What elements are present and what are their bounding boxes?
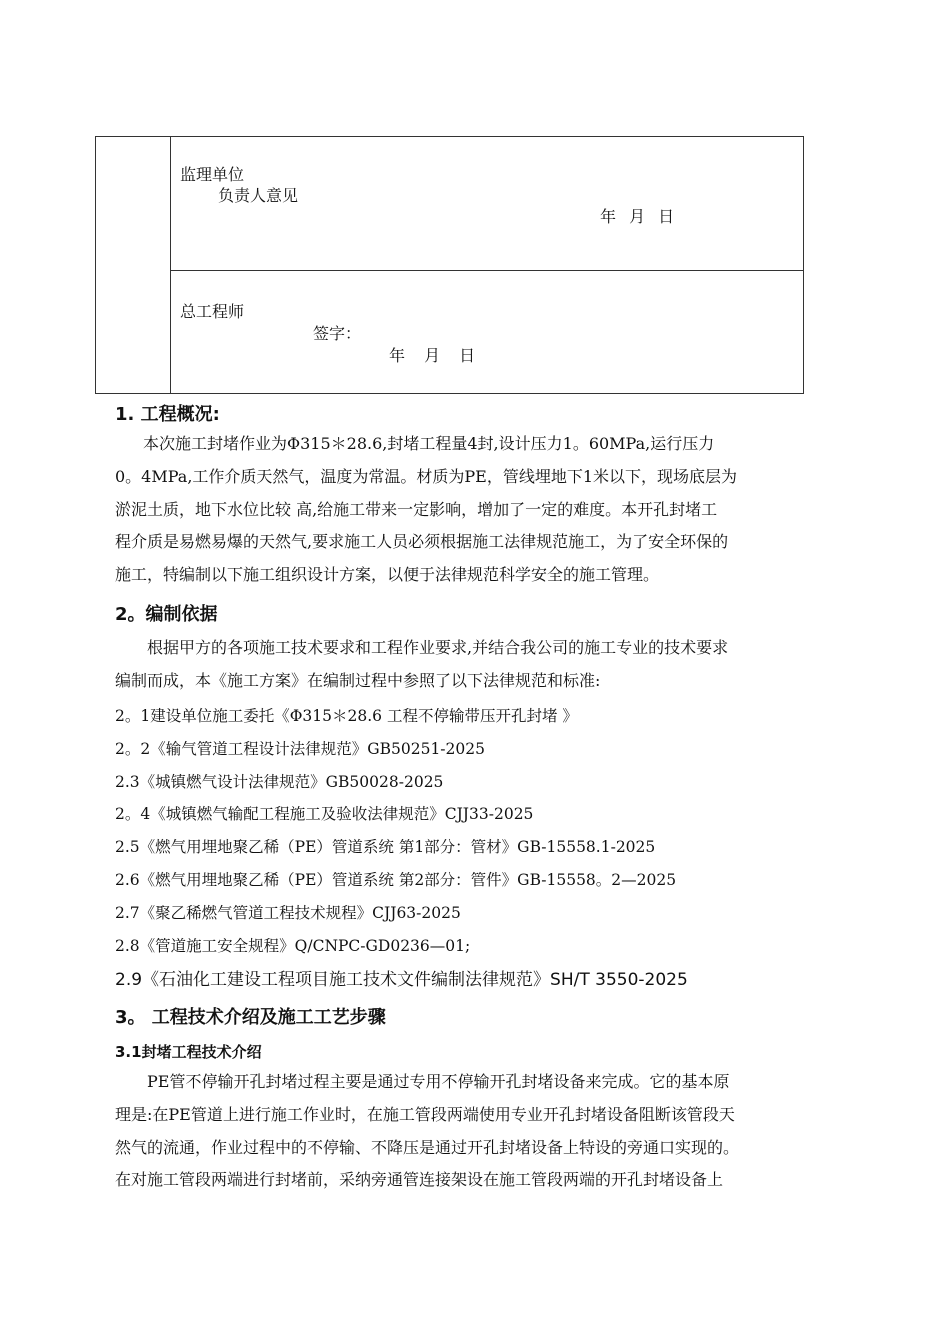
signature-label: 签字： [313,324,362,343]
reference-item: 2.6《燃气用埋地聚乙稀（PE）管道系统 第2部分：管件》GB-15558。2—2025 [115,871,677,889]
reference-item: 2.8《管道施工安全规程》Q/CNPC-GD0236—01; [115,937,471,955]
section-1-line: 淤泥土质，地下水位比较 高,给施工带来一定影响，增加了一定的难度。本开孔封堵工 [115,499,718,519]
reference-item: 2.9《石油化工建设工程项目施工技术文件编制法律规范》SH/T 3550-2025 [115,970,688,990]
section-1-line: 本次施工封堵作业为Φ315＊28.6,封堵工程量4封,设计压力1。60MPa,运行压力 [143,434,715,453]
section-1-line: 施工，特编制以下施工组织设计方案，以便于法律规范科学安全的施工管理。 [115,565,660,585]
section-2-line: 根据甲方的各项施工技术要求和工程作业要求,并结合我公司的施工专业的技术要求 [147,638,729,657]
reference-item: 2。2《输气管道工程设计法律规范》GB50251-2025 [115,740,485,758]
section-3-1-heading: 3.1封堵工程技术介绍 [115,1043,262,1061]
chief-engineer-label: 总工程师 [180,302,245,321]
section-1-line: 程介质是易燃易爆的天然气,要求施工人员必须根据施工法律规范施工，为了安全环保的 [115,532,729,552]
reference-item: 2.7《聚乙稀燃气管道工程技术规程》CJJ63-2025 [115,904,461,922]
reference-item: 2.3《城镇燃气设计法律规范》GB50028-2025 [115,773,444,791]
supervisor-unit-label: 监理单位 [180,165,245,184]
section-1-line: 0。4MPa,工作介质天然气，温度为常温。材质为PE，管线埋地下1米以下，现场底层为 [115,466,738,486]
section-2-heading: 2。编制依据 [115,604,218,625]
chief-engineer-date: 年 月 日 [389,346,476,365]
section-3-line: 然气的流通，作业过程中的不停输、不降压是通过开孔封堵设备上特设的旁通口实现的。 [115,1137,740,1157]
section-2-line: 编制而成，本《施工方案》在编制过程中参照了以下法律规范和标准: [115,670,601,690]
section-3-line: 理是:在PE管道上进行施工作业时，在施工管段两端使用专业开孔封堵设备阻断该管段天 [115,1104,735,1124]
supervisor-opinion-label: 负责人意见 [218,186,299,205]
reference-item: 2.5《燃气用埋地聚乙稀（PE）管道系统 第1部分：管材》GB-15558.1-2025 [115,838,656,856]
section-1-heading: 1. 工程概况: [115,404,220,425]
reference-item: 2。1建设单位施工委托《Φ315＊28.6 工程不停输带压开孔封堵 》 [115,707,578,725]
section-1-body [115,428,865,592]
supervisor-row [170,137,803,271]
section-2-body [115,632,865,698]
section-3-line: 在对施工管段两端进行封堵前，采纳旁通管连接架设在施工管段两端的开孔封堵设备上 [115,1170,724,1190]
supervisor-date: 年 月 日 [600,207,675,226]
signature-table-left-column [96,137,171,393]
signature-table [95,136,804,394]
section-3-heading: 3。 工程技术介绍及施工工艺步骤 [115,1007,386,1028]
section-3-1-body [115,1066,865,1197]
chief-engineer-row [170,270,803,393]
section-3-line: PE管不停输开孔封堵过程主要是通过专用不停输开孔封堵设备来完成。它的基本原 [147,1072,730,1091]
reference-item: 2。4《城镇燃气输配工程施工及验收法律规范》CJJ33-2025 [115,805,534,823]
